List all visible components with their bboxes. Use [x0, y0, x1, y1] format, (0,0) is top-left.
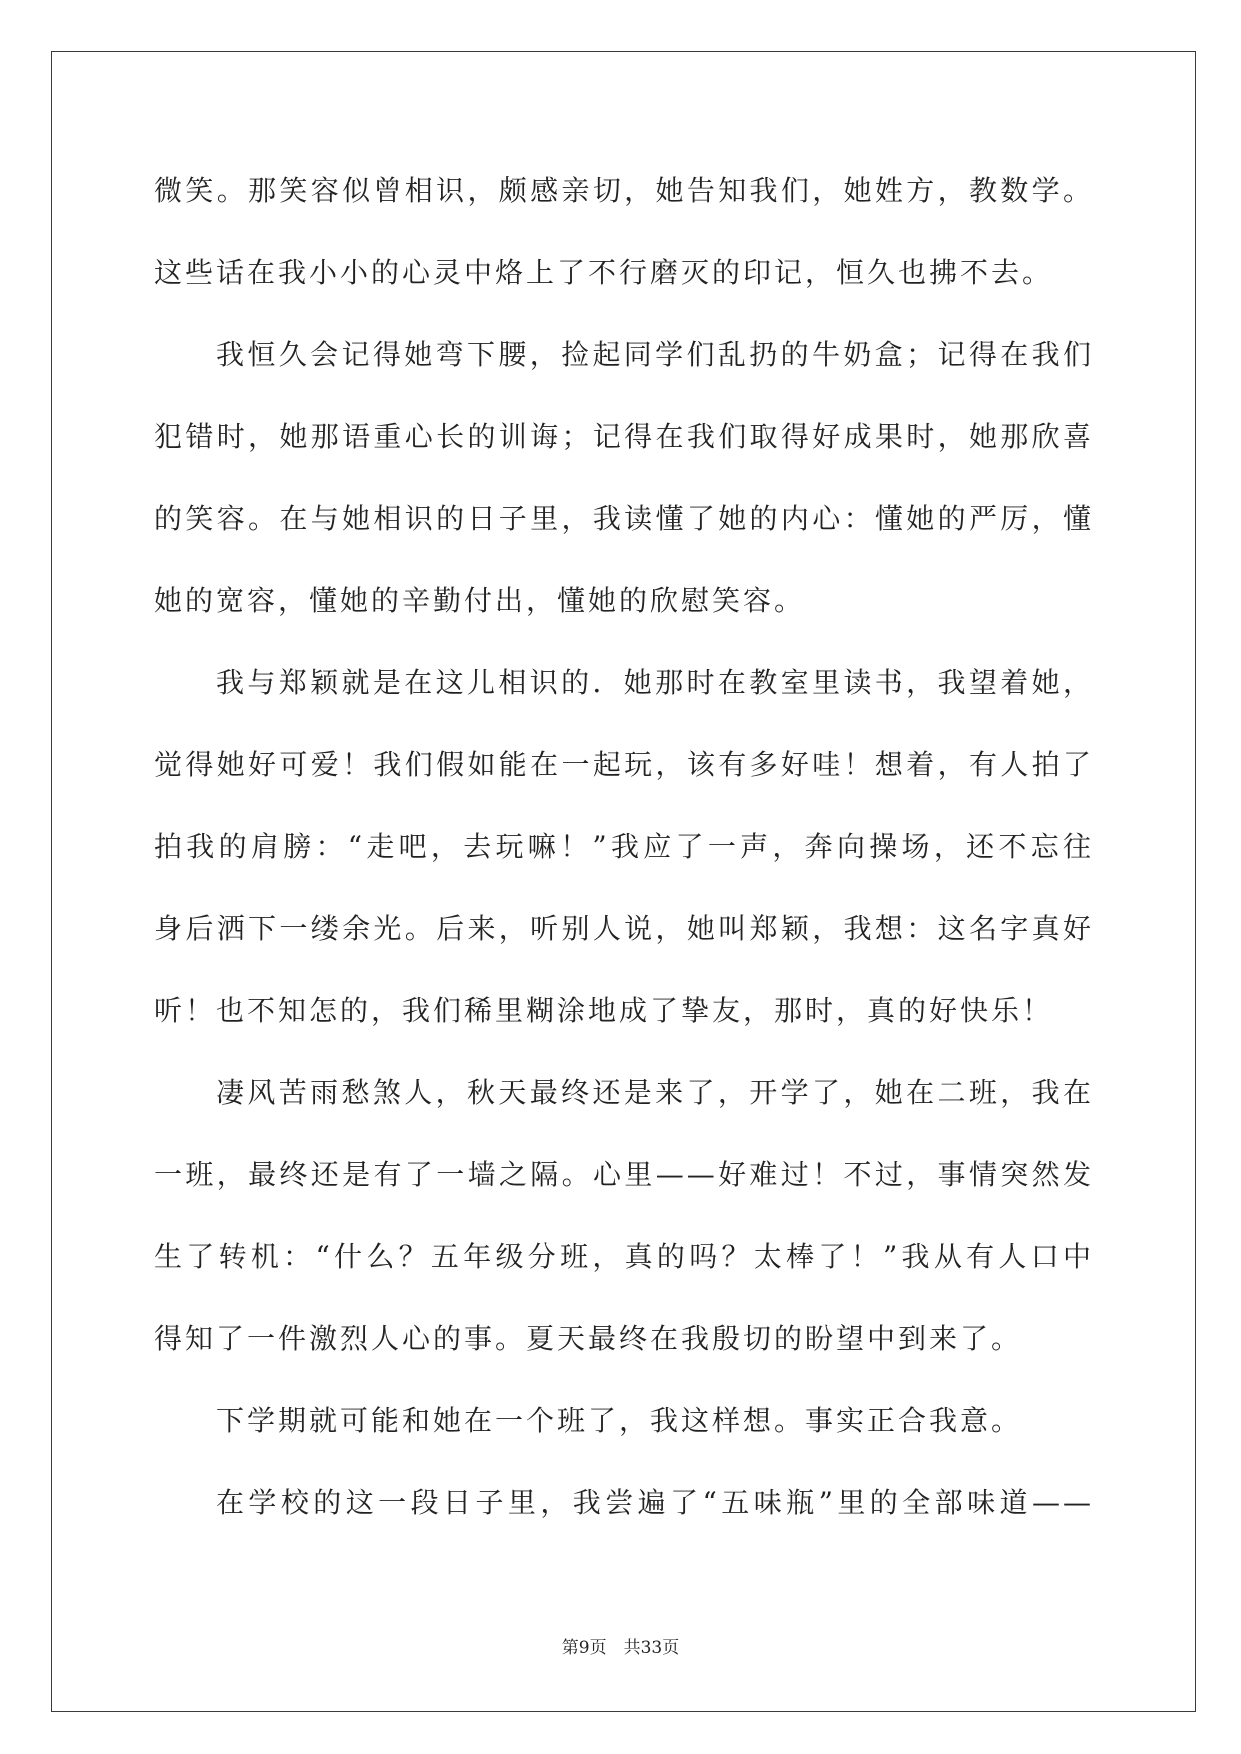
text-line: 的笑容。在与她相识的日子里，我读懂了她的内心：懂她的严厉，懂	[154, 502, 1094, 535]
document-body	[154, 150, 1094, 1544]
text-line: 我恒久会记得她弯下腰，捡起同学们乱扔的牛奶盒；记得在我们	[216, 338, 1094, 371]
text-line: 一班，最终还是有了一墙之隔。心里——好难过！不过，事情突然发	[154, 1158, 1094, 1191]
paragraph	[154, 150, 1094, 314]
paragraph	[154, 1462, 1094, 1544]
text-line: 这些话在我小小的心灵中烙上了不行磨灭的印记，恒久也拂不去。	[154, 256, 1054, 289]
page-number-footer: 第9页 共33页	[561, 1638, 680, 1658]
paragraph	[154, 1052, 1094, 1380]
text-line: 拍我的肩膀：“走吧，去玩嘛！”我应了一声，奔向操场，还不忘往	[154, 830, 1094, 863]
text-line: 下学期就可能和她在一个班了，我这样想。事实正合我意。	[216, 1404, 1023, 1437]
text-line: 得知了一件激烈人心的事。夏天最终在我殷切的盼望中到来了。	[154, 1322, 1023, 1355]
text-line: 听！也不知怎的，我们稀里糊涂地成了挚友，那时，真的好快乐！	[154, 994, 1054, 1027]
paragraph	[154, 314, 1094, 642]
text-line: 我与郑颖就是在这儿相识的．她那时在教室里读书，我望着她，	[216, 666, 1094, 699]
text-line: 微笑。那笑容似曾相识，颇感亲切，她告知我们，她姓方，教数学。	[154, 174, 1094, 207]
text-line: 在学校的这一段日子里，我尝遍了“五味瓶”里的全部味道——	[216, 1486, 1094, 1519]
text-line: 身后洒下一缕余光。后来，听别人说，她叫郑颖，我想：这名字真好	[154, 912, 1094, 945]
paragraph	[154, 642, 1094, 1052]
text-line: 她的宽容，懂她的辛勤付出，懂她的欣慰笑容。	[154, 584, 806, 617]
text-line: 生了转机：“什么？五年级分班，真的吗？太棒了！”我从有人口中	[154, 1240, 1094, 1273]
paragraph	[154, 1380, 1094, 1462]
text-line: 凄风苦雨愁煞人，秋天最终还是来了，开学了，她在二班，我在	[216, 1076, 1094, 1109]
text-line: 犯错时，她那语重心长的训诲；记得在我们取得好成果时，她那欣喜	[154, 420, 1094, 453]
text-line: 觉得她好可爱！我们假如能在一起玩，该有多好哇！想着，有人拍了	[154, 748, 1094, 781]
